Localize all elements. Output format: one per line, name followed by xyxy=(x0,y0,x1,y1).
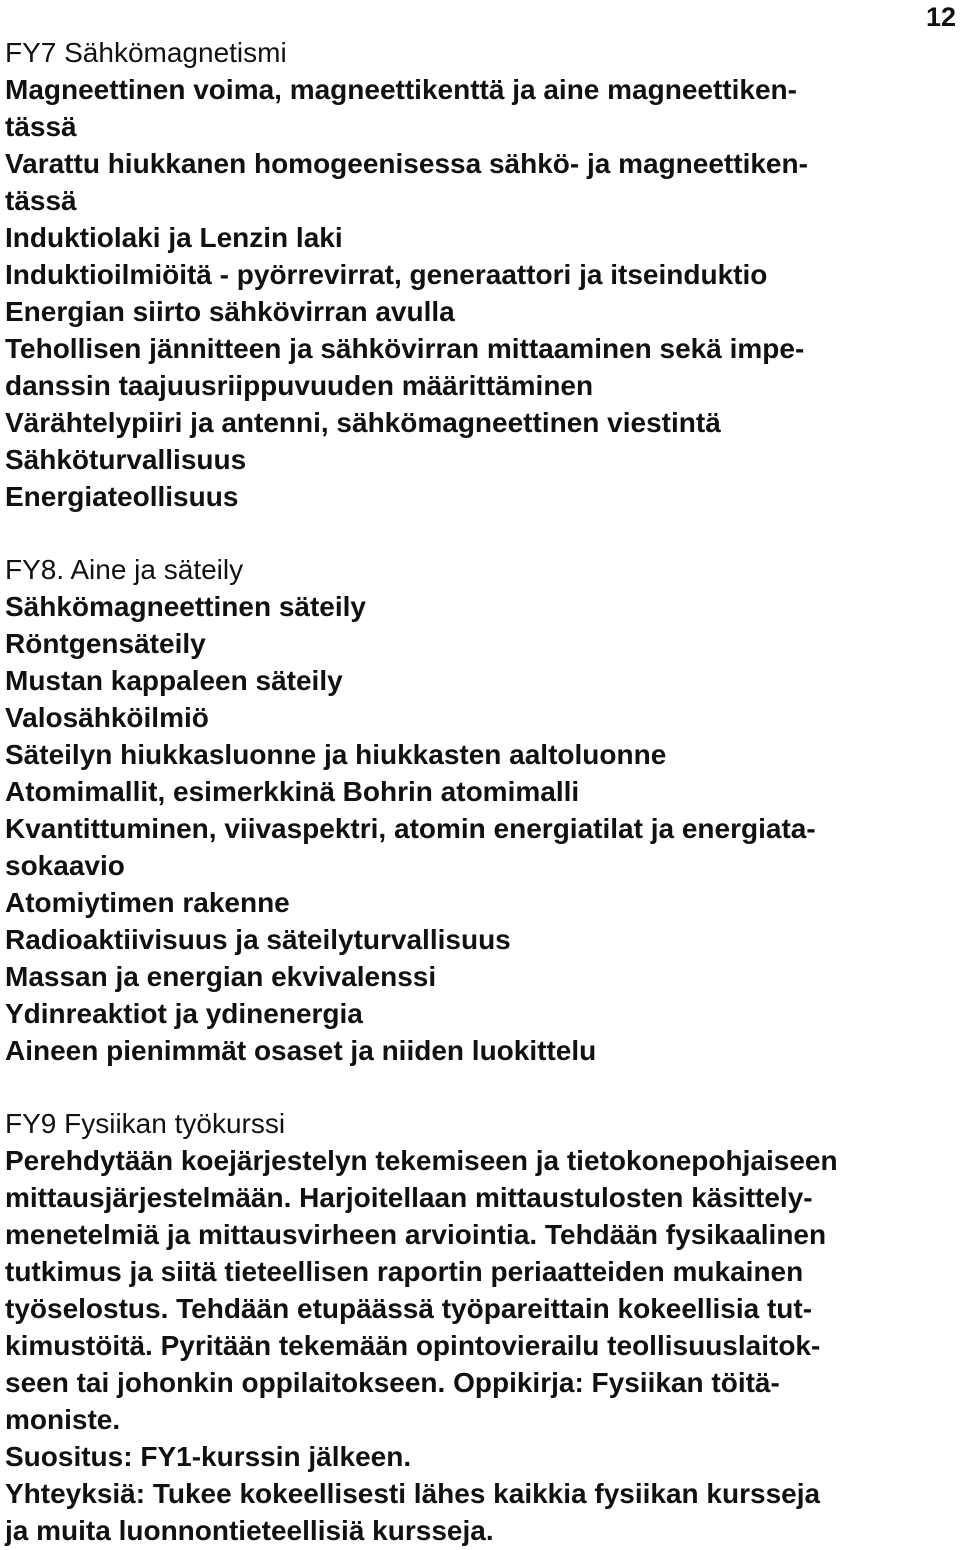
topic-item xyxy=(5,884,957,921)
topic-line: Röntgensäteily xyxy=(5,628,206,659)
topic-line: Atomimallit, esimerkkinä Bohrin atomimalli xyxy=(5,776,580,807)
topic-item xyxy=(5,625,957,662)
topic-item xyxy=(5,404,957,441)
course-title-fy9: FY9 Fysiikan työkurssi xyxy=(5,1108,286,1139)
topic-item xyxy=(5,662,957,699)
topic-item xyxy=(5,256,957,293)
topic-line: Säteilyn hiukkasluonne ja hiukkasten aaltoluonne xyxy=(5,739,667,770)
connections-fy9 xyxy=(5,1475,957,1549)
description-line: tutkimus ja siitä tieteellisen raportin periaatteiden mukainen xyxy=(5,1256,804,1287)
topic-line: Sähköturvallisuus xyxy=(5,444,247,475)
topic-line: Kvantittuminen, viivaspektri, atomin energiatilat ja energiata- xyxy=(5,813,816,844)
description-line: seen tai johonkin oppilaitokseen. Oppikirja: Fysiikan töitä- xyxy=(5,1367,780,1398)
topic-line: Valosähköilmiö xyxy=(5,702,209,733)
topic-item xyxy=(5,958,957,995)
course-fy7 xyxy=(5,34,957,515)
topic-line: Ydinreaktiot ja ydinenergia xyxy=(5,998,363,1029)
topic-line: Energian siirto sähkövirran avulla xyxy=(5,296,455,327)
description-line: kimustöitä. Pyritään tekemään opintovierailu teollisuuslaitok- xyxy=(5,1330,821,1361)
connections-line: ja muita luonnontieteellisiä kursseja. xyxy=(5,1515,494,1546)
topic-item xyxy=(5,478,957,515)
topic-item xyxy=(5,736,957,773)
document-body xyxy=(5,34,957,1549)
topic-line: Radioaktiivisuus ja säteilyturvallisuus xyxy=(5,924,511,955)
topic-item xyxy=(5,699,957,736)
topic-line: Mustan kappaleen säteily xyxy=(5,665,343,696)
course-fy9 xyxy=(5,1105,957,1549)
topic-list-fy7 xyxy=(5,71,957,515)
description-line: työselostus. Tehdään etupäässä työpareittain kokeellisia tut- xyxy=(5,1293,813,1324)
topic-item xyxy=(5,219,957,256)
topic-line: Energiateollisuus xyxy=(5,481,239,512)
course-description-fy9 xyxy=(5,1142,957,1438)
topic-line: tässä xyxy=(5,185,77,216)
topic-item xyxy=(5,145,957,219)
topic-item xyxy=(5,293,957,330)
topic-line: Atomiytimen rakenne xyxy=(5,887,290,918)
topic-item xyxy=(5,810,957,884)
topic-line: sokaavio xyxy=(5,850,125,881)
topic-line: tässä xyxy=(5,111,77,142)
page-number: 12 xyxy=(925,2,956,32)
topic-line: Tehollisen jännitteen ja sähkövirran mittaaminen sekä impe- xyxy=(5,333,805,364)
topic-line: Sähkömagneettinen säteily xyxy=(5,591,367,622)
topic-item xyxy=(5,330,957,404)
topic-line: Varattu hiukkanen homogeenisessa sähkö- ja magneettiken- xyxy=(5,148,808,179)
connections-line: Yhteyksiä: Tukee kokeellisesti lähes kaikkia fysiikan kursseja xyxy=(5,1478,821,1509)
topic-list-fy8 xyxy=(5,588,957,1069)
topic-item xyxy=(5,773,957,810)
description-line: moniste. xyxy=(5,1404,121,1435)
topic-item xyxy=(5,71,957,145)
recommendation-text: Suositus: FY1-kurssin jälkeen. xyxy=(5,1441,412,1472)
topic-line: Induktiolaki ja Lenzin laki xyxy=(5,222,343,253)
course-title-fy8: FY8. Aine ja säteily xyxy=(5,554,244,585)
topic-item xyxy=(5,588,957,625)
description-line: menetelmiä ja mittausvirheen arviointia. Tehdään fysikaalinen xyxy=(5,1219,827,1250)
topic-item xyxy=(5,1032,957,1069)
topic-line: Induktioilmiöitä - pyörrevirrat, generaattori ja itseinduktio xyxy=(5,259,768,290)
description-line: mittausjärjestelmään. Harjoitellaan mittaustulosten käsittely- xyxy=(5,1182,813,1213)
topic-item xyxy=(5,995,957,1032)
topic-line: Magneettinen voima, magneettikenttä ja aine magneettiken- xyxy=(5,74,797,105)
topic-line: Massan ja energian ekvivalenssi xyxy=(5,961,437,992)
course-title-fy7: FY7 Sähkömagnetismi xyxy=(5,37,287,68)
topic-line: danssin taajuusriippuvuuden määrittäminen xyxy=(5,370,594,401)
topic-item xyxy=(5,921,957,958)
recommendation-fy9 xyxy=(5,1438,957,1475)
topic-line: Värähtelypiiri ja antenni, sähkömagneettinen viestintä xyxy=(5,407,721,438)
course-fy8 xyxy=(5,551,957,1069)
topic-line: Aineen pienimmät osaset ja niiden luokittelu xyxy=(5,1035,597,1066)
topic-item xyxy=(5,441,957,478)
description-line: Perehdytään koejärjestelyn tekemiseen ja tietokonepohjaiseen xyxy=(5,1145,838,1176)
